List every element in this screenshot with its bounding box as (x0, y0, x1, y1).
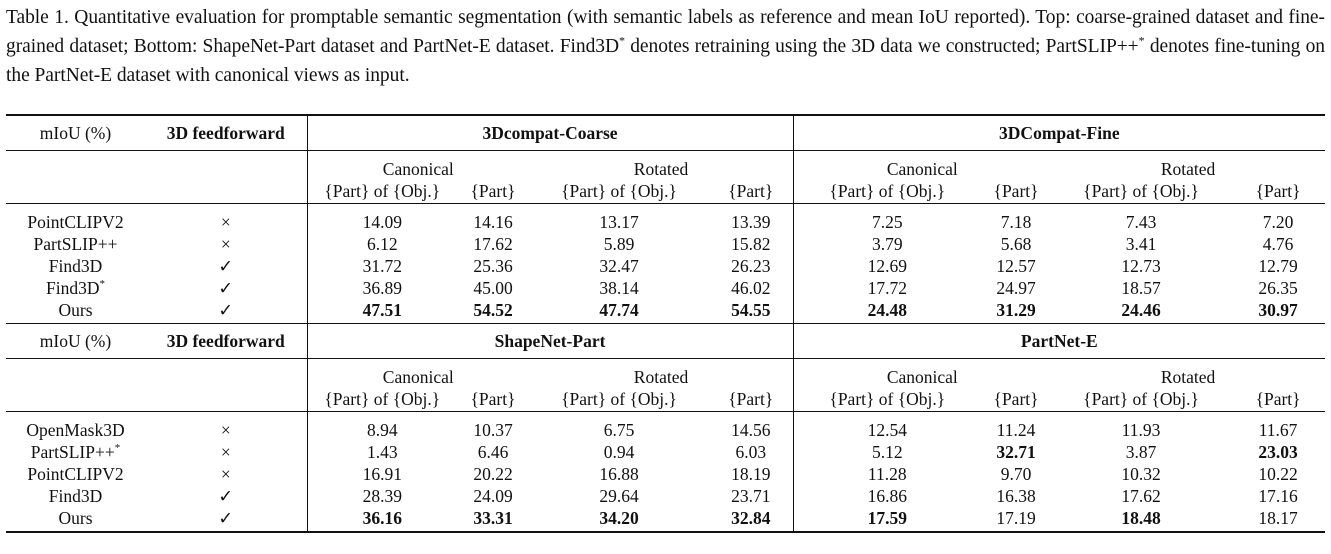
value-cell: 16.91 (362, 464, 402, 484)
sub-header-cell (1231, 151, 1325, 204)
empty-cell (145, 359, 307, 412)
sub-header-cell (981, 151, 1051, 204)
value-cell: 13.17 (529, 204, 709, 234)
value-cell: 4.76 (1262, 234, 1294, 254)
part-label: {Part} (470, 181, 516, 201)
cross-mark-icon: × (145, 463, 307, 485)
spacer (981, 366, 1051, 388)
value-cell: 7.25 (793, 204, 981, 234)
value-cell: 26.35 (1258, 278, 1298, 298)
value-cell: 11.28 (867, 464, 907, 484)
value-cell: 8.94 (307, 412, 457, 442)
value-cell: 1.43 (366, 442, 398, 462)
value-cell: 17.62 (1121, 486, 1161, 506)
table-subheader-row (6, 359, 1325, 412)
table-header-row (6, 115, 1325, 151)
part-of-obj-label: {Part} of {Obj.} (561, 389, 677, 409)
part-of-obj-label: {Part} of {Obj.} (1083, 181, 1199, 201)
value-cell: 36.89 (362, 278, 402, 298)
sub-header-cell (307, 359, 457, 412)
value-cell: 18.48 (1051, 507, 1231, 532)
canonical-label: Canonical (382, 367, 454, 387)
value-cell: 16.38 (996, 486, 1036, 506)
feedforward-header: 3D feedforward (145, 324, 307, 359)
sub-header-cell (457, 151, 529, 204)
value-cell: 17.59 (793, 507, 981, 532)
value-cell: 23.03 (1258, 442, 1298, 462)
method-cell (6, 507, 145, 532)
empty-cell (6, 151, 145, 204)
value-cell: 30.97 (1258, 300, 1298, 320)
part-of-obj-label: {Part} of {Obj.} (561, 181, 677, 201)
check-mark-icon: ✓ (145, 277, 307, 299)
value-cell: 14.56 (709, 412, 793, 442)
rotated-label: Rotated (633, 159, 689, 179)
spacer (457, 366, 529, 388)
sub-header-cell (981, 359, 1051, 412)
method-cell (6, 204, 145, 234)
table-row (6, 507, 1325, 532)
value-cell: 3.87 (1125, 442, 1157, 462)
method-name: Find3D (48, 256, 103, 276)
value-cell: 17.62 (473, 234, 513, 254)
table-subheader-row (6, 151, 1325, 204)
table-row (6, 441, 1325, 463)
value-cell: 31.72 (362, 256, 402, 276)
caption-asterisk: * (1138, 33, 1145, 48)
value-cell: 24.09 (473, 486, 513, 506)
value-cell: 28.39 (362, 486, 402, 506)
spacer (709, 158, 793, 180)
value-cell: 11.67 (1231, 412, 1325, 442)
value-cell: 10.22 (1258, 464, 1298, 484)
canonical-label: Canonical (382, 159, 454, 179)
part-of-obj-label: {Part} of {Obj.} (829, 181, 946, 201)
caption-line-1: Table 1. Quantitative evaluation for promptable semantic segmentation (with semantic labels as reference and mean IoU reported). Top: (6, 7, 1071, 28)
sub-header-cell (1051, 151, 1231, 204)
spacer (981, 158, 1051, 180)
cross-mark-icon: × (145, 233, 307, 255)
value-cell: 24.97 (996, 278, 1036, 298)
caption-line-3b: denotes fine-tuning on the PartNet-E dataset with canonical views as input. (6, 36, 1326, 86)
value-cell: 6.75 (529, 412, 709, 442)
table-row (6, 277, 1325, 299)
caption-line-3a: the 3D data we constructed; PartSLIP++ (822, 36, 1139, 57)
value-cell: 26.23 (709, 255, 793, 277)
value-cell: 18.57 (1121, 278, 1161, 298)
part-label: {Part} (1255, 389, 1301, 409)
value-cell: 3.79 (871, 234, 903, 254)
value-cell: 31.29 (996, 300, 1036, 320)
value-cell: 5.68 (1000, 234, 1032, 254)
part-label: {Part} (1255, 181, 1301, 201)
table-header-row (6, 324, 1325, 359)
sub-header-cell (1231, 359, 1325, 412)
part-label: {Part} (470, 389, 516, 409)
value-cell: 10.37 (457, 412, 529, 442)
method-name: PartSLIP++ (30, 442, 115, 462)
sub-header-cell (793, 151, 981, 204)
dataset-header: ShapeNet-Part (307, 324, 793, 359)
empty-cell (6, 359, 145, 412)
sub-header-cell (529, 151, 709, 204)
metric-header: mIoU (%) (6, 324, 145, 359)
results-table-body (6, 115, 1325, 532)
value-cell: 12.69 (867, 256, 907, 276)
check-mark-icon: ✓ (145, 507, 307, 532)
value-cell: 9.70 (1000, 464, 1032, 484)
table-caption (6, 0, 1325, 90)
caption-line-2a: coarse-grained dataset and fine-grained dataset; Bottom: ShapeNet-Part dataset and PartNet-E dataset. Find3D (6, 7, 1325, 57)
table-row (6, 485, 1325, 507)
method-cell (6, 277, 145, 299)
spacer (457, 158, 529, 180)
value-cell: 54.55 (709, 299, 793, 324)
sub-header-cell (709, 359, 793, 412)
check-mark-icon: ✓ (145, 485, 307, 507)
canonical-label: Canonical (886, 159, 958, 179)
value-cell: 6.03 (709, 441, 793, 463)
spacer (1231, 158, 1325, 180)
method-cell (6, 233, 145, 255)
value-cell: 46.02 (709, 277, 793, 299)
value-cell: 7.18 (981, 204, 1051, 234)
sub-header-cell (307, 151, 457, 204)
sub-header-cell (457, 359, 529, 412)
caption-asterisk: * (619, 33, 625, 48)
value-cell: 32.84 (709, 507, 793, 532)
value-cell: 13.39 (709, 204, 793, 234)
value-cell: 5.12 (871, 442, 903, 462)
method-cell (6, 299, 145, 324)
feedforward-header: 3D feedforward (145, 115, 307, 151)
table-row (6, 463, 1325, 485)
value-cell: 3.41 (1125, 234, 1157, 254)
sub-header-cell (529, 359, 709, 412)
dataset-header: 3Dcompat-Coarse (307, 115, 793, 151)
value-cell: 5.89 (603, 234, 635, 254)
value-cell: 14.16 (457, 204, 529, 234)
value-cell: 17.72 (867, 278, 907, 298)
value-cell: 36.16 (307, 507, 457, 532)
method-cell (6, 485, 145, 507)
value-cell: 10.32 (1121, 464, 1161, 484)
method-name: Ours (58, 300, 93, 320)
value-cell: 12.54 (793, 412, 981, 442)
part-label: {Part} (728, 389, 774, 409)
table-row (6, 233, 1325, 255)
value-cell: 34.20 (529, 507, 709, 532)
value-cell: 23.71 (709, 485, 793, 507)
rotated-label: Rotated (1160, 159, 1216, 179)
value-cell: 16.86 (867, 486, 907, 506)
value-cell: 0.94 (603, 442, 635, 462)
table-row (6, 204, 1325, 234)
part-of-obj-label: {Part} of {Obj.} (324, 181, 441, 201)
cross-mark-icon: × (145, 204, 307, 234)
value-cell: 47.74 (599, 300, 639, 320)
value-cell: 7.20 (1231, 204, 1325, 234)
spacer (709, 366, 793, 388)
part-of-obj-label: {Part} of {Obj.} (829, 389, 946, 409)
results-table (6, 114, 1325, 533)
value-cell: 7.43 (1051, 204, 1231, 234)
value-cell: 45.00 (473, 278, 513, 298)
value-cell: 12.79 (1258, 256, 1298, 276)
table-row (6, 412, 1325, 442)
method-name: Find3D (48, 486, 103, 506)
value-cell: 11.24 (981, 412, 1051, 442)
table-row (6, 255, 1325, 277)
check-mark-icon: ✓ (145, 255, 307, 277)
sub-header-cell (793, 359, 981, 412)
value-cell: 18.19 (709, 463, 793, 485)
value-cell: 14.09 (307, 204, 457, 234)
part-label: {Part} (728, 181, 774, 201)
value-cell: 32.47 (599, 256, 639, 276)
method-cell (6, 463, 145, 485)
dataset-header: 3DCompat-Fine (793, 115, 1325, 151)
value-cell: 54.52 (473, 300, 513, 320)
value-cell: 6.46 (477, 442, 509, 462)
value-cell: 18.17 (1231, 507, 1325, 532)
value-cell: 12.73 (1121, 256, 1161, 276)
method-cell (6, 255, 145, 277)
value-cell: 17.16 (1258, 486, 1298, 506)
method-name: PartSLIP++ (33, 234, 118, 254)
metric-header: mIoU (%) (6, 115, 145, 151)
part-of-obj-label: {Part} of {Obj.} (1083, 389, 1199, 409)
value-cell: 20.22 (473, 464, 513, 484)
method-name: Find3D (46, 278, 100, 298)
sub-header-cell (709, 151, 793, 204)
rotated-label: Rotated (633, 367, 689, 387)
value-cell: 47.51 (362, 300, 402, 320)
rotated-label: Rotated (1160, 367, 1216, 387)
value-cell: 17.19 (981, 507, 1051, 532)
method-cell (6, 441, 145, 463)
value-cell: 12.57 (996, 256, 1036, 276)
check-mark-icon: ✓ (145, 299, 307, 324)
method-name: PointCLIPV2 (27, 212, 124, 232)
sub-header-cell (1051, 359, 1231, 412)
spacer (1231, 366, 1325, 388)
value-cell: 24.46 (1121, 300, 1161, 320)
value-cell: 11.93 (1051, 412, 1231, 442)
caption-line-2b: denotes retraining using (624, 36, 818, 57)
part-label: {Part} (993, 181, 1039, 201)
value-cell: 29.64 (599, 486, 639, 506)
empty-cell (145, 151, 307, 204)
value-cell: 32.71 (996, 442, 1036, 462)
cross-mark-icon: × (145, 441, 307, 463)
value-cell: 24.48 (867, 300, 907, 320)
cross-mark-icon: × (145, 412, 307, 442)
value-cell: 33.31 (457, 507, 529, 532)
part-of-obj-label: {Part} of {Obj.} (324, 389, 441, 409)
method-cell (6, 412, 145, 442)
part-label: {Part} (993, 389, 1039, 409)
value-cell: 16.88 (599, 464, 639, 484)
canonical-label: Canonical (886, 367, 958, 387)
value-cell: 25.36 (473, 256, 513, 276)
value-cell: 38.14 (599, 278, 639, 298)
dataset-header: PartNet-E (793, 324, 1325, 359)
method-asterisk: * (114, 442, 121, 455)
value-cell: 6.12 (366, 234, 398, 254)
method-name: OpenMask3D (26, 420, 125, 440)
method-name: Ours (58, 508, 93, 528)
value-cell: 15.82 (709, 233, 793, 255)
method-name: PointCLIPV2 (27, 464, 124, 484)
table-row (6, 299, 1325, 324)
method-asterisk: * (99, 278, 105, 291)
